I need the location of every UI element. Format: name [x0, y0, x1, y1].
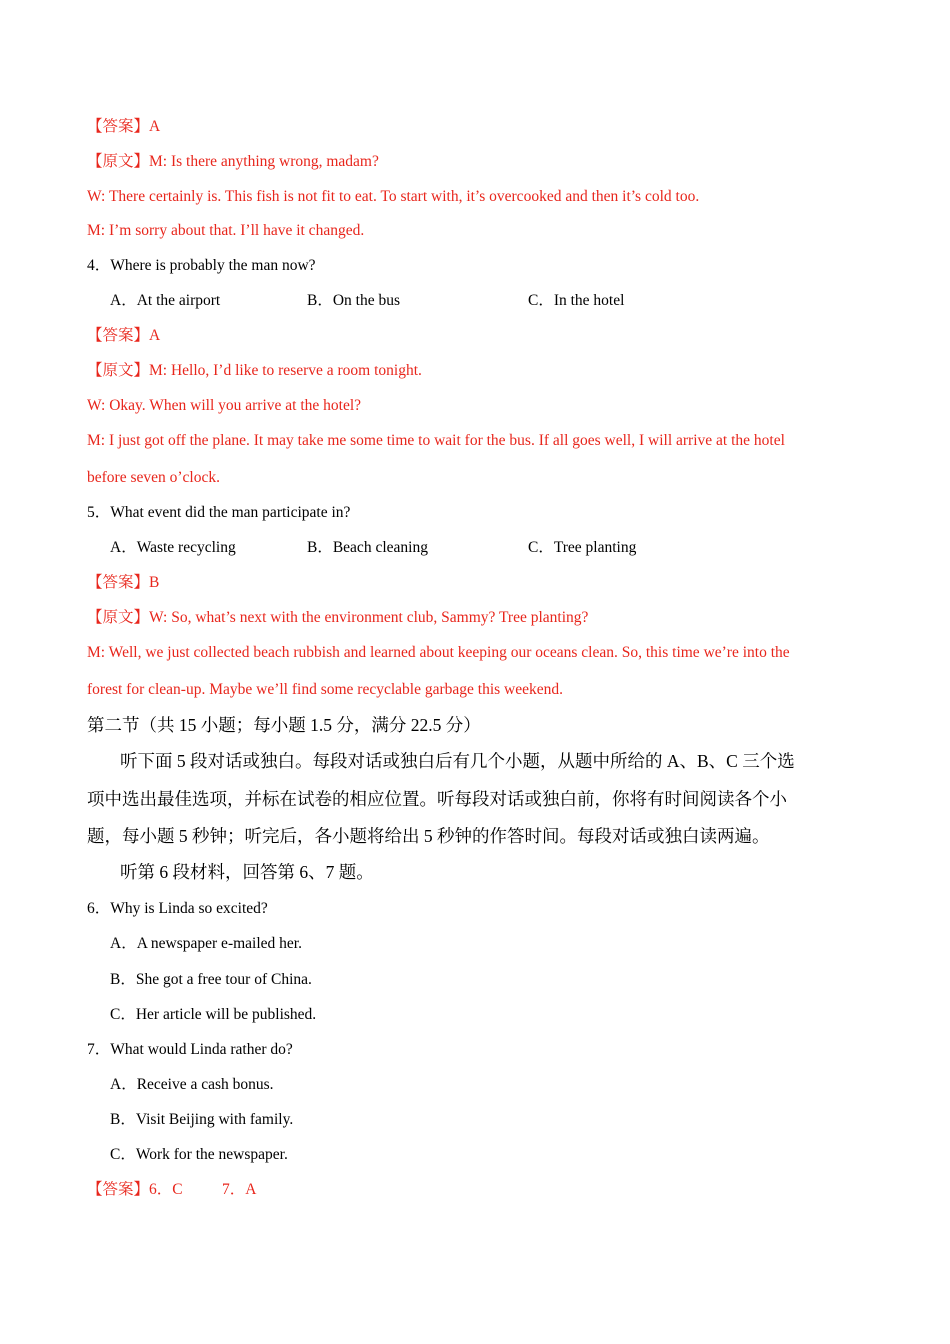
q5-transcript-line-2: M: Well, we just collected beach rubbish and learned about keeping our oceans clean. So, this time we’re into the	[87, 644, 790, 661]
q4-transcript-line-1: 【原文】M: Hello, I’d like to reserve a room tonight.	[87, 362, 422, 379]
q3-transcript-line-3: M: I’m sorry about that. I’ll have it changed.	[87, 222, 365, 239]
q7-answer: 7．A	[222, 1181, 257, 1198]
q6-option-b: B．She got a free tour of China.	[110, 971, 312, 988]
q4-option-b: B．On the bus	[307, 292, 401, 309]
q5-option-b: B．Beach cleaning	[307, 539, 428, 556]
q5-transcript-line-3: forest for clean-up. Maybe we’ll find some recyclable garbage this weekend.	[87, 681, 563, 698]
q3-transcript-line-1: 【原文】M: Is there anything wrong, madam?	[87, 153, 379, 170]
section-2-instructions-line-3: 题，每小题 5 秒钟；听完后，各小题将给出 5 秒钟的作答时间。每段对话或独白读两遍。	[87, 826, 770, 846]
material-6-heading: 听第 6 段材料，回答第 6、7 题。	[120, 862, 374, 882]
q7-option-b: B．Visit Beijing with family.	[110, 1111, 294, 1128]
q6-question: 6．Why is Linda so excited?	[87, 900, 268, 917]
q7-option-a: A．Receive a cash bonus.	[110, 1076, 274, 1093]
q6-answer: 【答案】6．C	[87, 1181, 183, 1198]
section-2-heading: 第二节（共 15 小题；每小题 1.5 分，满分 22.5 分）	[87, 715, 481, 735]
q5-answer: 【答案】B	[87, 574, 160, 591]
q4-transcript-line-4: before seven o’clock.	[87, 469, 220, 486]
q4-transcript-line-3: M: I just got off the plane. It may take me some time to wait for the bus. If all goes well, I will arrive at the hotel	[87, 432, 785, 449]
q4-option-a: A．At the airport	[110, 292, 221, 309]
q3-answer: 【答案】A	[87, 118, 161, 135]
q6-option-a: A．A newspaper e-mailed her.	[110, 935, 302, 952]
q5-question: 5．What event did the man participate in?	[87, 504, 351, 521]
q4-option-c: C．In the hotel	[528, 292, 625, 309]
q5-option-a: A．Waste recycling	[110, 539, 236, 556]
q5-option-c: C．Tree planting	[528, 539, 637, 556]
q4-answer: 【答案】A	[87, 327, 161, 344]
q4-question: 4．Where is probably the man now?	[87, 257, 316, 274]
q5-transcript-line-1: 【原文】W: So, what’s next with the environment club, Sammy? Tree planting?	[87, 609, 589, 626]
section-2-instructions-line-2: 项中选出最佳选项，并标在试卷的相应位置。听每段对话或独白前，你将有时间阅读各个小	[87, 789, 787, 809]
q7-option-c: C．Work for the newspaper.	[110, 1146, 288, 1163]
q3-transcript-line-2: W: There certainly is. This fish is not fit to eat. To start with, it’s overcooked and then it’s cold too.	[87, 188, 700, 205]
q6-option-c: C．Her article will be published.	[110, 1006, 317, 1023]
q4-transcript-line-2: W: Okay. When will you arrive at the hotel?	[87, 397, 362, 414]
section-2-instructions-line-1: 听下面 5 段对话或独白。每段对话或独白后有几个小题，从题中所给的 A、B、C 三个选	[120, 751, 795, 771]
q7-question: 7．What would Linda rather do?	[87, 1041, 293, 1058]
